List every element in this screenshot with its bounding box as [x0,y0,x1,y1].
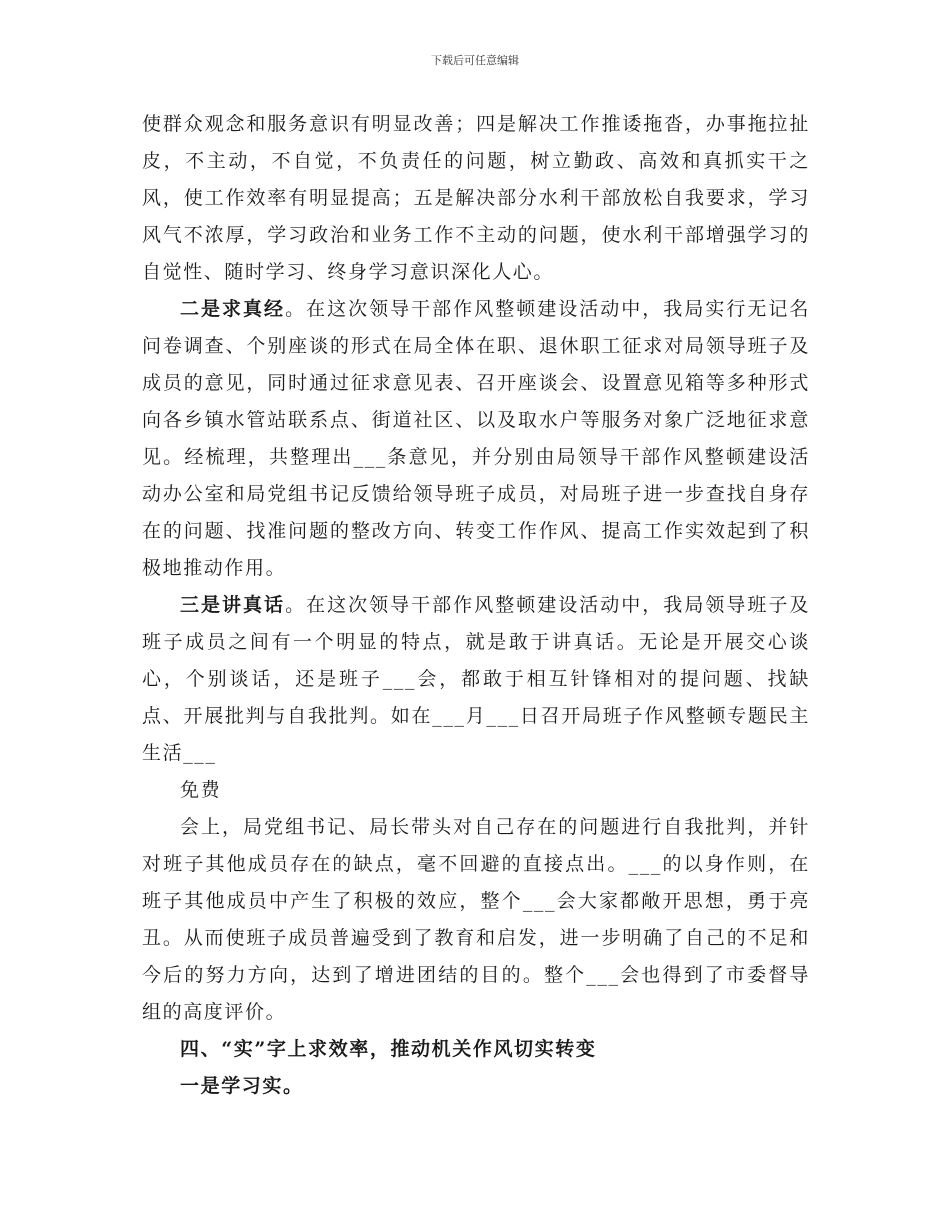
paragraph-2 [142,291,810,587]
sub-heading: 一是学习实。 [180,1075,304,1097]
paragraph-5: 会上，局党组书记、局长带头对自己存在的问题进行自我批判，并针对班子其他成员存在的缺点，毫不回避的直接点出。___的以身作则，在班子其他成员中产生了积极的效应，整个___会大家都敞开思想，勇于亮丑。从而使班子成员普遍受到了教育和启发，进一步明确了自己的不足和今后的努力方向，达到了增进团结的目的。整个___会也得到了市委督导组的高度评价。 [142,816,810,1023]
paragraph-3-body: 。在这次领导干部作风整顿建设活动中，我局领导班子及班子成员之间有一个明显的特点，就是敢于讲真话。无论是开展交心谈心，个别谈话，还是班子___会，都敢于相互针锋相对的提问题、找缺点、开展批判与自我批判。如在___月___日召开局班子作风整顿专题民主生活___ [142,594,810,764]
paragraph-3-lead: 三是讲真话 [180,594,286,616]
paragraph-2-lead: 二是求真经 [180,298,286,320]
section-heading: 四、“实”字上求效率，推动机关作风切实转变 [180,1038,597,1060]
paragraph-1: 使群众观念和服务意识有明显改善；四是解决工作推诿拖沓，办事拖拉扯皮，不主动，不自觉，不负责任的问题，树立勤政、高效和真抓实干之风，使工作效率有明显提高；五是解决部分水利干部放松自我要求，学习风气不浓厚，学习政治和业务工作不主动的问题，使水利干部增强学习的自觉性、随时学习、终身学习意识深化人心。 [142,113,810,283]
paragraph-3 [142,587,810,772]
page-header: 下载后可任意编辑 [431,54,519,67]
document-body [142,106,810,1105]
paragraph-free-note: 免费 [180,779,222,801]
paragraph-2-body: 。在这次领导干部作风整顿建设活动中，我局实行无记名问卷调查、个别座谈的形式在局全体在职、退休职工征求对局领导班子及成员的意见，同时通过征求意见表、召开座谈会、设置意见箱等多种形式向各乡镇水管站联系点、街道社区、以及取水户等服务对象广泛地征求意见。经梳理，共整理出___条意见，并分别由局领导干部作风整顿建设活动办公室和局党组书记反馈给领导班子成员，对局班子进一步查找自身存在的问题、找准问题的整改方向、转变工作作风、提高工作实效起到了积极地推动作用。 [142,298,810,579]
